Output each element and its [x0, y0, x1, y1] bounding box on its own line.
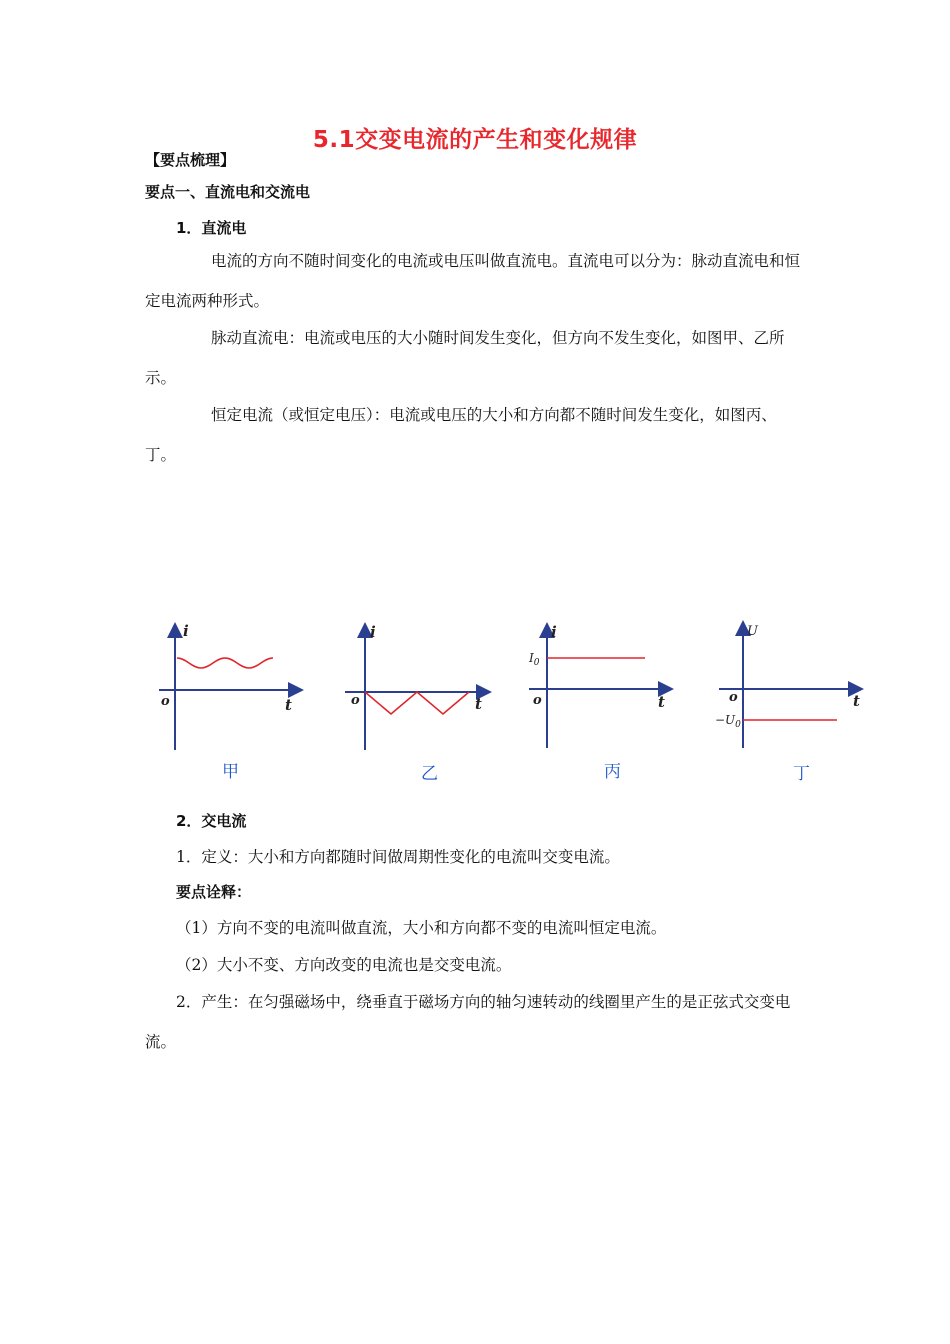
- y-label: U: [747, 624, 758, 639]
- figure-yi: [343, 612, 503, 757]
- x-label: t: [285, 696, 292, 714]
- dc-paragraph-3: 恒定电流（或恒定电压）：电流或电压的大小和方向都不随时间发生变化，如图丙、丁。: [145, 406, 777, 464]
- figure-bing: [525, 612, 685, 757]
- x-label: t: [658, 693, 665, 711]
- x-label: t: [475, 695, 482, 713]
- origin-label: o: [729, 690, 738, 705]
- ac-definition: 1．定义：大小和方向都随时间做周期性变化的电流叫交变电流。: [176, 848, 620, 866]
- ac-generation: 2．产生：在匀强磁场中，绕垂直于磁场方向的轴匀速转动的线圈里产生的是正弦式交变电流。: [145, 993, 791, 1051]
- caption-jia: 甲: [222, 762, 239, 782]
- notes-heading: 要点诠释：: [176, 883, 252, 901]
- triangle-wave: [365, 692, 469, 714]
- note-1: （1）方向不变的电流叫做直流，大小和方向都不变的电流叫恒定电流。: [176, 919, 667, 937]
- caption-yi: 乙: [421, 764, 438, 784]
- waveform-figures: [145, 612, 875, 790]
- page-title: 5.1交变电流的产生和变化规律: [312, 127, 638, 153]
- figure-ding: [715, 612, 875, 757]
- caption-ding: 丁: [793, 764, 810, 784]
- section-bracket: 【要点梳理】: [145, 151, 236, 169]
- x-label: t: [853, 692, 860, 710]
- figure-jia: [155, 612, 315, 757]
- caption-bing: 丙: [604, 762, 621, 782]
- origin-label: o: [533, 693, 542, 708]
- dc-paragraph-1: 电流的方向不随时间变化的电流或电压叫做直流电。直流电可以分为：脉动直流电和恒定电流两种形式。: [145, 252, 801, 310]
- origin-label: o: [351, 693, 360, 708]
- y-label: i: [370, 623, 376, 641]
- sine-curve: [177, 658, 273, 668]
- point-one-heading: 要点一、直流电和交流电: [145, 183, 311, 201]
- origin-label: o: [161, 694, 170, 709]
- level-label: $-U_0$: [715, 713, 741, 730]
- y-label: i: [183, 622, 189, 640]
- ac-heading: 2．交电流: [176, 812, 247, 830]
- note-2: （2）大小不变、方向改变的电流也是交变电流。: [176, 956, 512, 974]
- dc-paragraph-2: 脉动直流电：电流或电压的大小随时间发生变化，但方向不发生变化，如图甲、乙所示。: [145, 329, 785, 387]
- level-label: $I_0$: [529, 651, 540, 668]
- dc-heading: 1．直流电: [176, 219, 247, 237]
- y-label: i: [551, 623, 557, 641]
